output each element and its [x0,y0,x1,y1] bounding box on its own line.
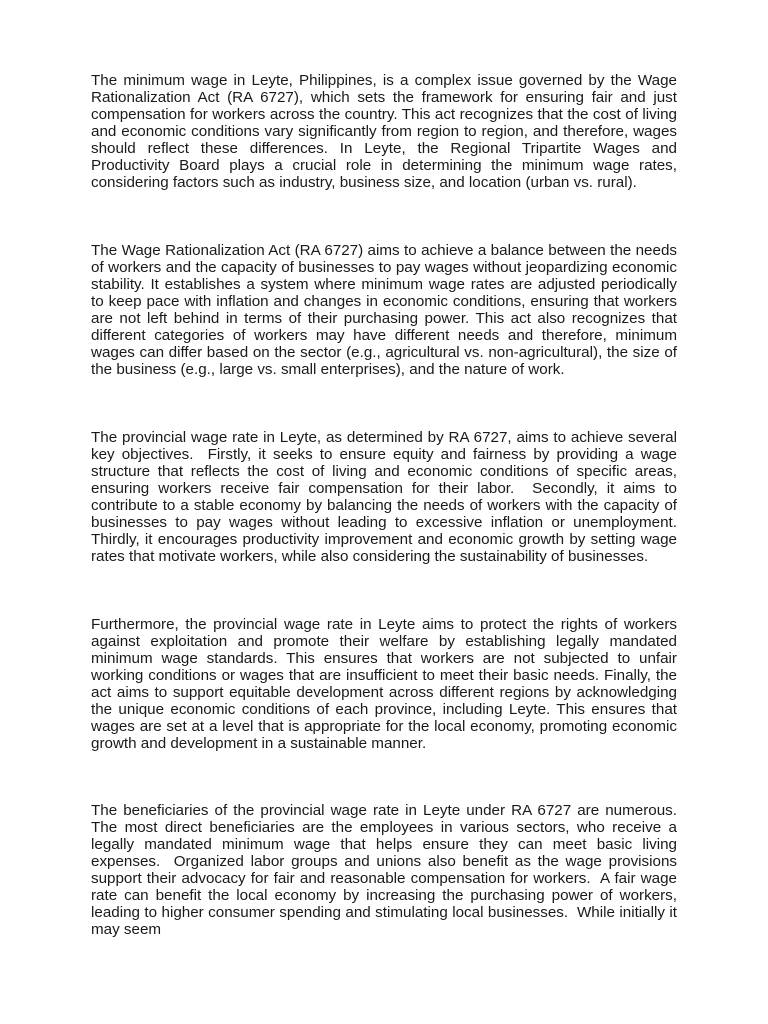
paragraph-key-objectives: The provincial wage rate in Leyte, as determined by RA 6727, aims to achieve several key objectives. Firstly, it seeks to ensure equity and fairness by providing a wage structure that reflects the cost of living and economic conditions of specific areas, ensuring workers receive fair compensation for their labor. Secondly, it aims to contribute to a stable economy by balancing the needs of workers with the capacity of businesses to pay wages without leading to excessive inflation or unemployment. Thirdly, it encourages productivity improvement and economic growth by setting wage rates that motivate workers, while also considering the sustainability of businesses. [91,429,682,565]
paragraph-minimum-wage-intro: The minimum wage in Leyte, Philippines, is a complex issue governed by the Wage Rationalization Act (RA 6727), which sets the framework for ensuring fair and just compensation for workers across the country. This act recognizes that the cost of living and economic conditions vary significantly from region to region, and therefore, wages should reflect these differences. In Leyte, the Regional Tripartite Wages and Productivity Board plays a crucial role in determining the minimum wage rates, considering factors such as industry, business size, and location (urban vs. rural). [91,72,682,191]
paragraph-worker-protection: Furthermore, the provincial wage rate in Leyte aims to protect the rights of workers against exploitation and promote their welfare by establishing legally mandated minimum wage standards. This ensures that workers are not subjected to unfair working conditions or wages that are insufficient to meet their basic needs. Finally, the act aims to support equitable development across different regions by acknowledging the unique economic conditions of each province, including Leyte. This ensures that wages are set at a level that is appropriate for the local economy, promoting economic growth and development in a sustainable manner. [91,616,682,752]
paragraph-beneficiaries: The beneficiaries of the provincial wage rate in Leyte under RA 6727 are numerous. The most direct beneficiaries are the employees in various sectors, who receive a legally mandated minimum wage that helps ensure they can meet basic living expenses. Organized labor groups and unions also benefit as the wage provisions support their advocacy for fair and reasonable compensation for workers. A fair wage rate can benefit the local economy by increasing the purchasing power of workers, leading to higher consumer spending and stimulating local businesses. While initially it may seem [91,802,686,938]
paragraph-ra6727-aims: The Wage Rationalization Act (RA 6727) aims to achieve a balance between the needs of workers and the capacity of businesses to pay wages without jeopardizing economic stability. It establishes a system where minimum wage rates are adjusted periodically to keep pace with inflation and changes in economic conditions, ensuring that workers are not left behind in terms of their purchasing power. This act also recognizes that different categories of workers may have different needs and therefore, minimum wages can differ based on the sector (e.g., agricultural vs. non-agricultural), the size of the business (e.g., large vs. small enterprises), and the nature of work. [91,242,682,378]
